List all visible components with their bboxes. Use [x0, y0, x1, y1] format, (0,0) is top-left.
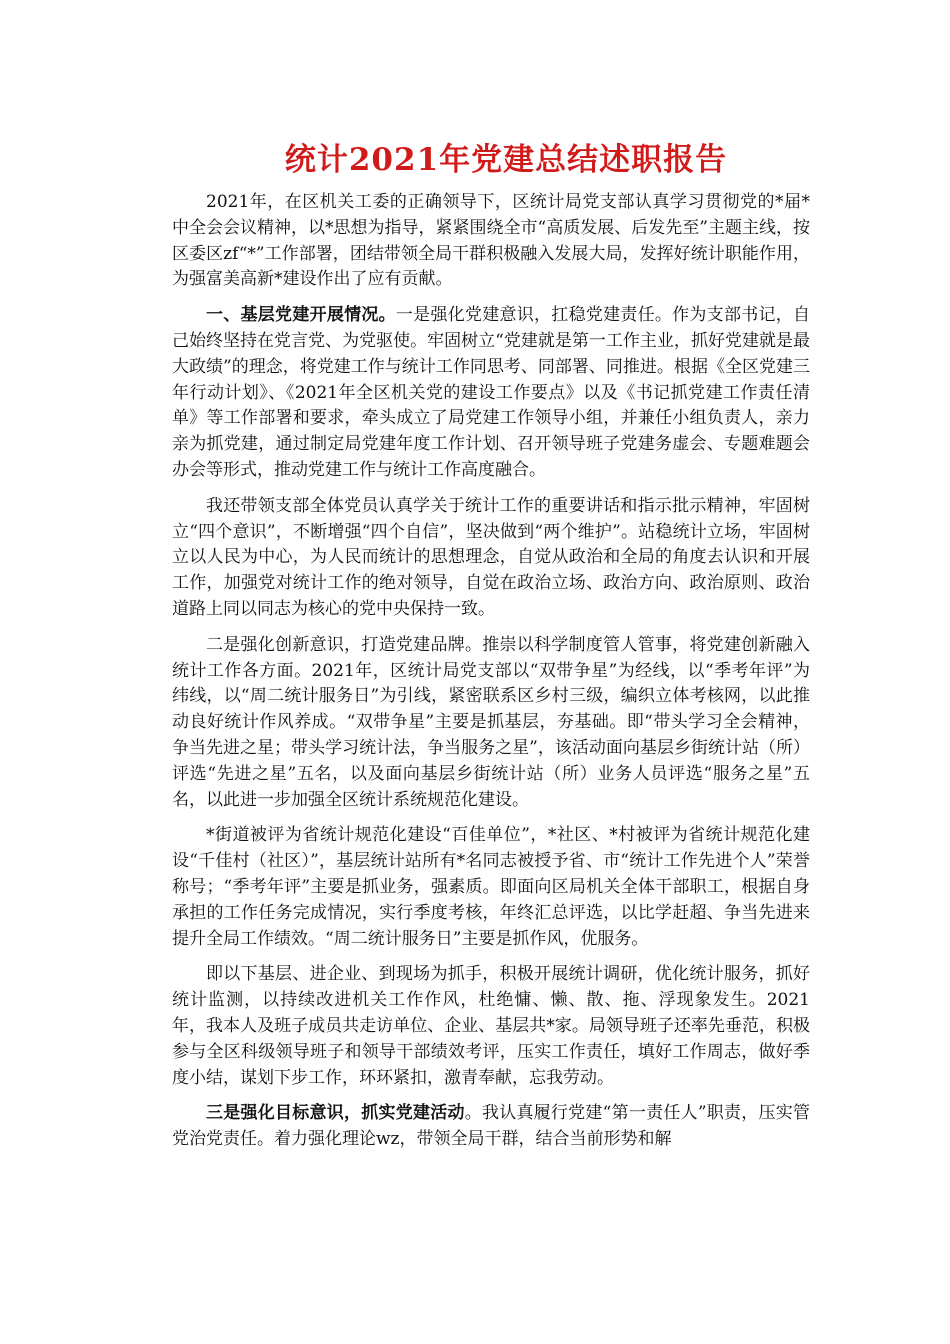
paragraph-text: *街道被评为省统计规范化建设“百佳单位”，*社区、*村被评为省统计规范化建设“千佳村（社区）”，基层统计站所有*名同志被授予省、市“统计工作先进个人”荣誉称号；“季考年评”主要是抓业务，强素质。即面向区局机关全体干部职工，根据自身承担的工作任务完成情况，实行季度考核，年终汇总评选，以比学赶超、争当先进来提升全局工作绩效。“周二统计服务日”主要是抓作风，优服务。	[172, 825, 810, 949]
paragraph-text: 。我认真履行党建“第一责任人”职责，压实管党治党责任。着力强化理论wz，带领全局干群，结合当前形势和解	[172, 1103, 811, 1150]
paragraph-body-4	[172, 823, 810, 952]
paragraph-section-1	[172, 303, 810, 484]
paragraph-text: 二是强化创新意识，打造党建品牌。推崇以科学制度管人管事，将党建创新融入统计工作各方面。2021年，区统计局党支部以“双带争星”为经线，以“季考年评”为纬线，以“周二统计服务日”为引线，紧密联系区乡村三级，编织立体考核网，以此推动良好统计作风养成。“双带争星”主要是抓基层，夯基础。即“带头学习全会精神，争当先进之星；带头学习统计法，争当服务之星”，该活动面向基层乡街统计站（所）评选“先进之星”五名，以及面向基层乡街统计站（所）业务人员评选“服务之星”五名，以此进一步加强全区统计系统规范化建设。	[172, 634, 810, 810]
document-title: 统计2021年党建总结述职报告	[284, 142, 728, 178]
paragraph-section-3	[172, 1101, 810, 1153]
paragraph-text: 我还带领支部全体党员认真学关于统计工作的重要讲话和指示批示精神，牢固树立“四个意识”，不断增强“四个自信”，坚决做到“两个维护”。站稳统计立场，牢固树立以人民为中心，为人民而统计的思想理念，自觉从政治和全局的角度去认识和开展工作，加强党对统计工作的绝对领导，自觉在政治立场、政治方向、政治原则、政治道路上同以同志为核心的党中央保持一致。	[172, 495, 810, 619]
paragraph-body-5	[172, 962, 810, 1091]
paragraph-text: 一是强化党建意识，扛稳党建责任。作为支部书记，自己始终坚持在党言党、为党驱使。牢固树立“党建就是第一工作主业，抓好党建就是最大政绩”的理念，将党建工作与统计工作同思考、同部署、同推进。根据《全区党建三年行动计划》、《2021年全区机关党的建设工作要点》以及《书记抓党建工作责任清单》等工作部署和要求，牵头成立了局党建工作领导小组，并兼任小组负责人，亲力亲为抓党建，通过制定局党建年度工作计划、召开领导班子党建务虚会、专题难题会办会等形式，推动党建工作与统计工作高度融合。	[172, 305, 811, 480]
section-heading: 三是强化目标意识，抓实党建活动	[206, 1103, 465, 1124]
paragraph-intro	[172, 190, 810, 293]
section-heading: 一、基层党建开展情况。	[206, 305, 396, 326]
paragraph-body-3	[172, 633, 810, 814]
paragraph-text: 即以下基层、进企业、到现场为抓手，积极开展统计调研，优化统计服务，抓好统计监测，以持续改进机关工作作风，杜绝慵、懒、散、拖、浮现象发生。2021年，我本人及班子成员共走访单位、企业、基层共*家。局领导班子还率先垂范，积极参与全区科级领导班子和领导干部绩效考评，压实工作责任，填好工作周志，做好季度小结，谋划下步工作，环环紧扣，激青奉献，忘我劳动。	[172, 964, 810, 1088]
paragraph-body-2	[172, 494, 810, 623]
paragraph-text: 2021年，在区机关工委的正确领导下，区统计局党支部认真学习贯彻党的*届*中全会会议精神，以*思想为指导，紧紧围绕全市“高质发展、后发先至”主题主线，按区委区zf“*”工作部署，团结带领全局干群积极融入发展大局，发挥好统计职能作用，为强富美高新*建设作出了应有贡献。	[172, 192, 810, 290]
document-page	[172, 140, 810, 1163]
